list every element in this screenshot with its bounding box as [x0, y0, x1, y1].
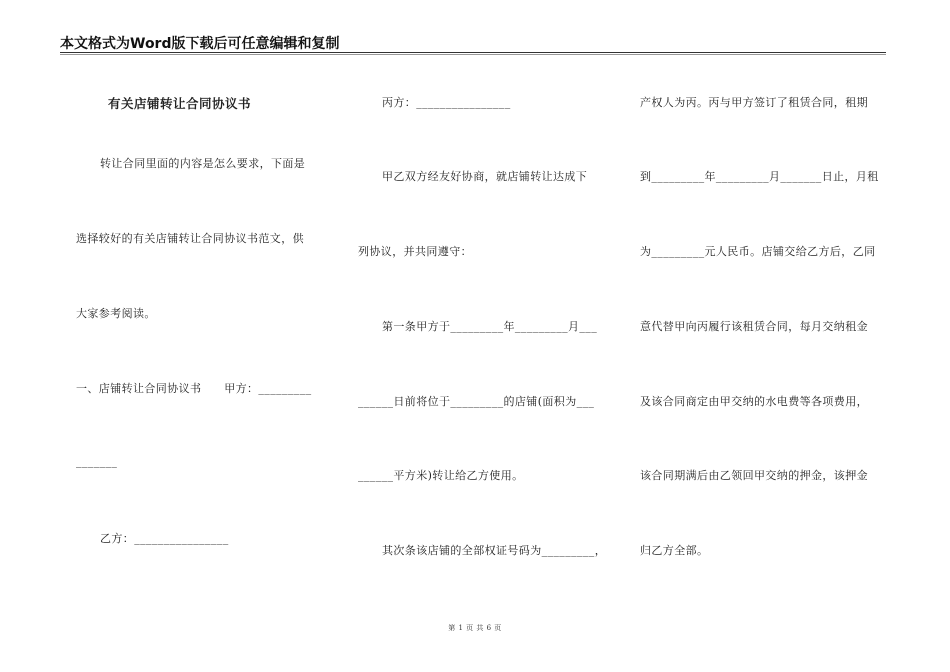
column2-line-3: 列协议，并共同遵守： [358, 245, 472, 258]
column3-line-3: 为_________元人民币。店铺交给乙方后，乙同 [640, 245, 876, 258]
column1-line-4: 一、店铺转让合同协议书 甲方：_________ [76, 382, 312, 395]
column1-line-6: 乙方：________________ [100, 532, 229, 545]
column3-line-4: 意代替甲向丙履行该租赁合同，每月交纳租金 [640, 320, 868, 333]
column1-line-2: 选择较好的有关店铺转让合同协议书范文，供 [76, 232, 304, 245]
header-divider-secondary [60, 54, 886, 55]
document-header-title: 本文格式为Word版下载后可任意编辑和复制 [60, 36, 340, 52]
column2-line-2: 甲乙双方经友好协商，就店铺转让达成下 [382, 170, 588, 183]
column3-line-2: 到_________年_________月_______日止，月租 [640, 170, 879, 183]
column2-line-1: 丙方：________________ [382, 96, 511, 109]
column2-line-6: ______平方米)转让给乙方使用。 [358, 469, 524, 482]
column2-line-4: 第一条甲方于_________年_________月___ [382, 320, 598, 333]
column3-line-6: 该合同期满后由乙领回甲交纳的押金，该押金 [640, 469, 868, 482]
column1-line-1: 转让合同里面的内容是怎么要求，下面是 [100, 157, 306, 170]
column3-line-7: 归乙方全部。 [640, 544, 709, 557]
document-title: 有关店铺转让合同协议书 [108, 96, 252, 111]
page-number: 第 1 页 共 6 页 [448, 624, 502, 632]
column1-line-5: _______ [76, 455, 118, 468]
column2-line-7: 其次条该店铺的全部权证号码为_________， [382, 544, 607, 557]
column3-line-1: 产权人为丙。丙与甲方签订了租赁合同，租期 [640, 96, 868, 109]
column1-line-3: 大家参考阅读。 [76, 307, 156, 320]
column2-line-5: ______日前将位于_________的店铺(面积为___ [358, 395, 595, 408]
column3-line-5: 及该合同商定由甲交纳的水电费等各项费用， [640, 395, 868, 408]
header-divider [60, 52, 886, 53]
